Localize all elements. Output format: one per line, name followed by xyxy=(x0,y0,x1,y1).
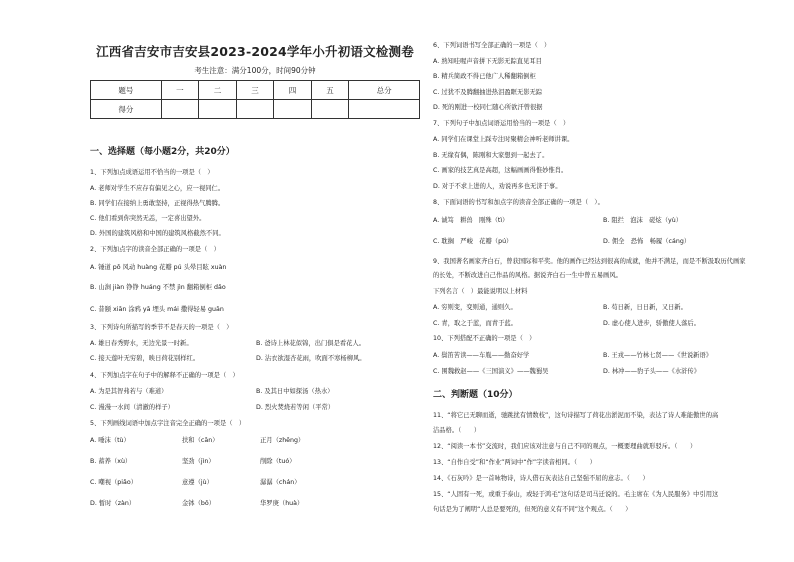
question-option: C. 画家的技艺真是高超，这幅画画得惟妙惟肖。 xyxy=(433,167,568,174)
score-header-cell: 三 xyxy=(236,81,274,100)
question-option: C. 围魏救赵——《三国演义》——魏蜀吴 xyxy=(433,368,549,375)
question-option: D. 外国的建筑风格和中国的建筑风格截然不同。 xyxy=(90,230,225,237)
question-8: 8、下面词语的书写和加点字的读音全部正确的一项是（ ）。 xyxy=(433,199,604,206)
question-9-line1: 9、我国著名画家齐白石，曾获国际和平奖。他的画作已经达到很高的成就，他并不满足，而是不断汲取历代画家 xyxy=(433,258,746,265)
section-heading-judge: 二、判断题（10分） xyxy=(433,390,518,400)
question-6: 6、下列词语书写全部正确的一项是（ ） xyxy=(433,42,551,49)
question-option: 削除（tuó） xyxy=(260,458,296,465)
score-cell[interactable] xyxy=(349,100,420,119)
question-option: D. 虚心使人进步，骄傲使人落后。 xyxy=(603,320,701,327)
question-option: B. 蓄养（xù） xyxy=(90,458,132,465)
question-option: D. 死的刚进一校同仁随心所欲汗曾很据 xyxy=(433,104,543,111)
score-header-cell: 一 xyxy=(161,81,199,100)
question-option: B. 精兵简政不得已他广人稀翻箱倒柜 xyxy=(433,73,536,80)
question-option: 坚劲（jìn） xyxy=(182,458,215,465)
score-table-header-row xyxy=(91,81,420,100)
score-header-cell: 总分 xyxy=(349,81,420,100)
question-9-line2: 的长处，不断改进自己作品的风格。据说齐白石一生中曾五易画风。 xyxy=(433,272,622,279)
question-option: D. 烈火焚烧若等闲（平常） xyxy=(256,404,335,411)
question-option: D. 对于不求上进的人，劝说再多也无济于事。 xyxy=(433,183,562,190)
question-option: A. 老师对学生不应存有偏见之心，应一视同仁。 xyxy=(90,185,225,192)
question-11-line1: 11、“将它已无聊而逝，驰跳扰有情数枝”，这句诗描写了荷花出淤泥而不染，表达了诗人难能傲世的高 xyxy=(433,412,719,419)
question-option: 意遵（jù） xyxy=(182,479,213,486)
score-cell[interactable] xyxy=(311,100,349,119)
score-table xyxy=(90,80,420,119)
question-option: A. 为是其智弗若与（难道） xyxy=(90,388,168,395)
question-11-line2: 洁品格。（ ） xyxy=(433,427,481,434)
score-header-cell: 五 xyxy=(311,81,349,100)
question-option: A. 鬓笛苦读——车胤——勤奋好学 xyxy=(433,352,530,359)
question-2: 2、下列加点字的读音全部正确的一项是（ ） xyxy=(90,246,220,253)
question-option: B. 同学们在接纳上勇敢坚持，正视得热气腾腾。 xyxy=(90,200,225,207)
question-option: A. 雄日春秀野水，无边光景一时新。 xyxy=(90,340,193,347)
question-1: 1、下列加点成语运用不恰当的一项是（ ） xyxy=(90,169,214,176)
score-table-score-row xyxy=(91,100,420,119)
question-5: 5、下列画线词语中加点字注音完全正确的一项是（ ） xyxy=(90,420,246,427)
question-15-line1: 15、“人固有一死，或重于泰山，或轻于鸿毛”这句话是司马迁说的。毛主席在《为人民服务》中引用这 xyxy=(433,491,719,498)
question-option: B. 爸诗上林花似锦，出门俱是看花人。 xyxy=(256,340,366,347)
question-option: B. 山涧 jiàn 铮铮 huáng 不禁 jìn 翻箱倒柜 dǎo xyxy=(90,284,226,291)
question-option: D. 沾衣欲湿杏花雨，吹面不寒杨柳风。 xyxy=(256,355,366,362)
question-option: B. 及其日中如探汤（热水） xyxy=(256,388,334,395)
question-option: B. 阻拦 泡沫 磋炫（yù） xyxy=(603,217,683,224)
question-15-line2: 句话是为了阐明“人总是要死的，但死的意义有不同”这个观点。（ ） xyxy=(433,506,632,513)
question-4: 4、下列加点字在句子中的解释不正确的一项是（ ） xyxy=(90,372,239,379)
question-option: 金钵（bō） xyxy=(182,500,216,507)
question-option: 扶和（cān） xyxy=(182,437,219,444)
question-option: C. 接天莲叶无穷碧，映日荷花别样红。 xyxy=(90,355,200,362)
question-option: C. 昔颐 xiān 涂鸦 yā 埋头 mái 撒得轻易 guān xyxy=(90,306,224,313)
score-header-cell: 四 xyxy=(274,81,312,100)
score-header-cell: 题号 xyxy=(91,81,162,100)
question-13: 13、“自作自受”和“作业”两词中“作”字读音相同。（ ） xyxy=(433,459,596,466)
question-option: A. 熟知哇喔声音拼下无影无踪直见耳目 xyxy=(433,58,542,65)
question-option: A. 穷则变，变则通，通则久。 xyxy=(433,304,517,311)
question-7: 7、下列句子中加点词语运用恰当的一项是（ ） xyxy=(433,120,570,127)
question-9-prompt: 下列名言（ ）最能说明以上材料 xyxy=(433,288,528,295)
question-option: C. 青，取之于蓝，而青于蓝。 xyxy=(433,320,517,327)
question-option: C. 过犹不及腾翻抽进热泪盈眶无影无踪 xyxy=(433,89,543,96)
score-cell[interactable] xyxy=(161,100,199,119)
question-option: 正月（zhēng） xyxy=(260,437,305,444)
question-10: 10、下列搭配不正确的一项是（ ） xyxy=(433,335,536,342)
score-cell[interactable] xyxy=(199,100,237,119)
question-option: D. 林冲——豹子头——《水浒传》 xyxy=(603,368,701,375)
question-12: 12、“阅读一本书”交流时，我们应该对注意与自己不同的观点，一概要理曲就形驳斥。（ ） xyxy=(433,443,697,450)
question-option: A. 唾沫（tù） xyxy=(90,437,130,444)
score-cell[interactable] xyxy=(274,100,312,119)
question-option: B. 苟日新，日日新，又日新。 xyxy=(603,304,687,311)
question-option: D. 暂时（zàn） xyxy=(90,500,136,507)
question-option: A. 同学们在课堂上踩专注时聚精会神听老师讲课。 xyxy=(433,136,574,143)
question-option: C. 嘲视（piǎo） xyxy=(90,479,138,486)
question-option: A. 锤道 pō 风动 huàng 花瓣 pú 头晕目眩 xuàn xyxy=(90,264,227,271)
question-option: C. 耽搁 严峻 花瓣（pú） xyxy=(433,238,513,245)
score-header-cell: 二 xyxy=(199,81,237,100)
question-option: 华罗庚（huà） xyxy=(260,500,304,507)
question-option: C. 漫漫一水间（清澈的样子） xyxy=(90,404,174,411)
question-option: B. 王戎——竹林七贤——《世说新语》 xyxy=(603,352,713,359)
question-option: D. 佣全 恐怖 畅履（cáng） xyxy=(603,238,691,245)
question-option: A. 诚笃 耕兽 刚殊（tì） xyxy=(433,217,509,224)
question-option: B. 无缘有偶，陈刚和大家想到一起去了。 xyxy=(433,152,549,159)
page-title: 江西省吉安市吉安县2023-2024学年小升初语文检测卷 xyxy=(96,44,414,59)
question-3: 3、下列诗句所描写的季节不是春天的一项是（ ） xyxy=(90,324,233,331)
question-14: 14、《石灰吟》是一首咏物诗，诗人借石灰表达自己坚强不屈的意志。（ ） xyxy=(433,475,649,482)
question-option: C. 他们看到你突然无恙，一定喜出望外。 xyxy=(90,215,206,222)
score-row-label: 得分 xyxy=(91,100,162,119)
question-option: 潺潺（chán） xyxy=(260,479,301,486)
section-heading-choice: 一、选择题（每小题2分，共20分） xyxy=(90,147,235,157)
exam-notice: 考生注意：满分100分，时间90分钟 xyxy=(194,66,316,75)
score-cell[interactable] xyxy=(236,100,274,119)
